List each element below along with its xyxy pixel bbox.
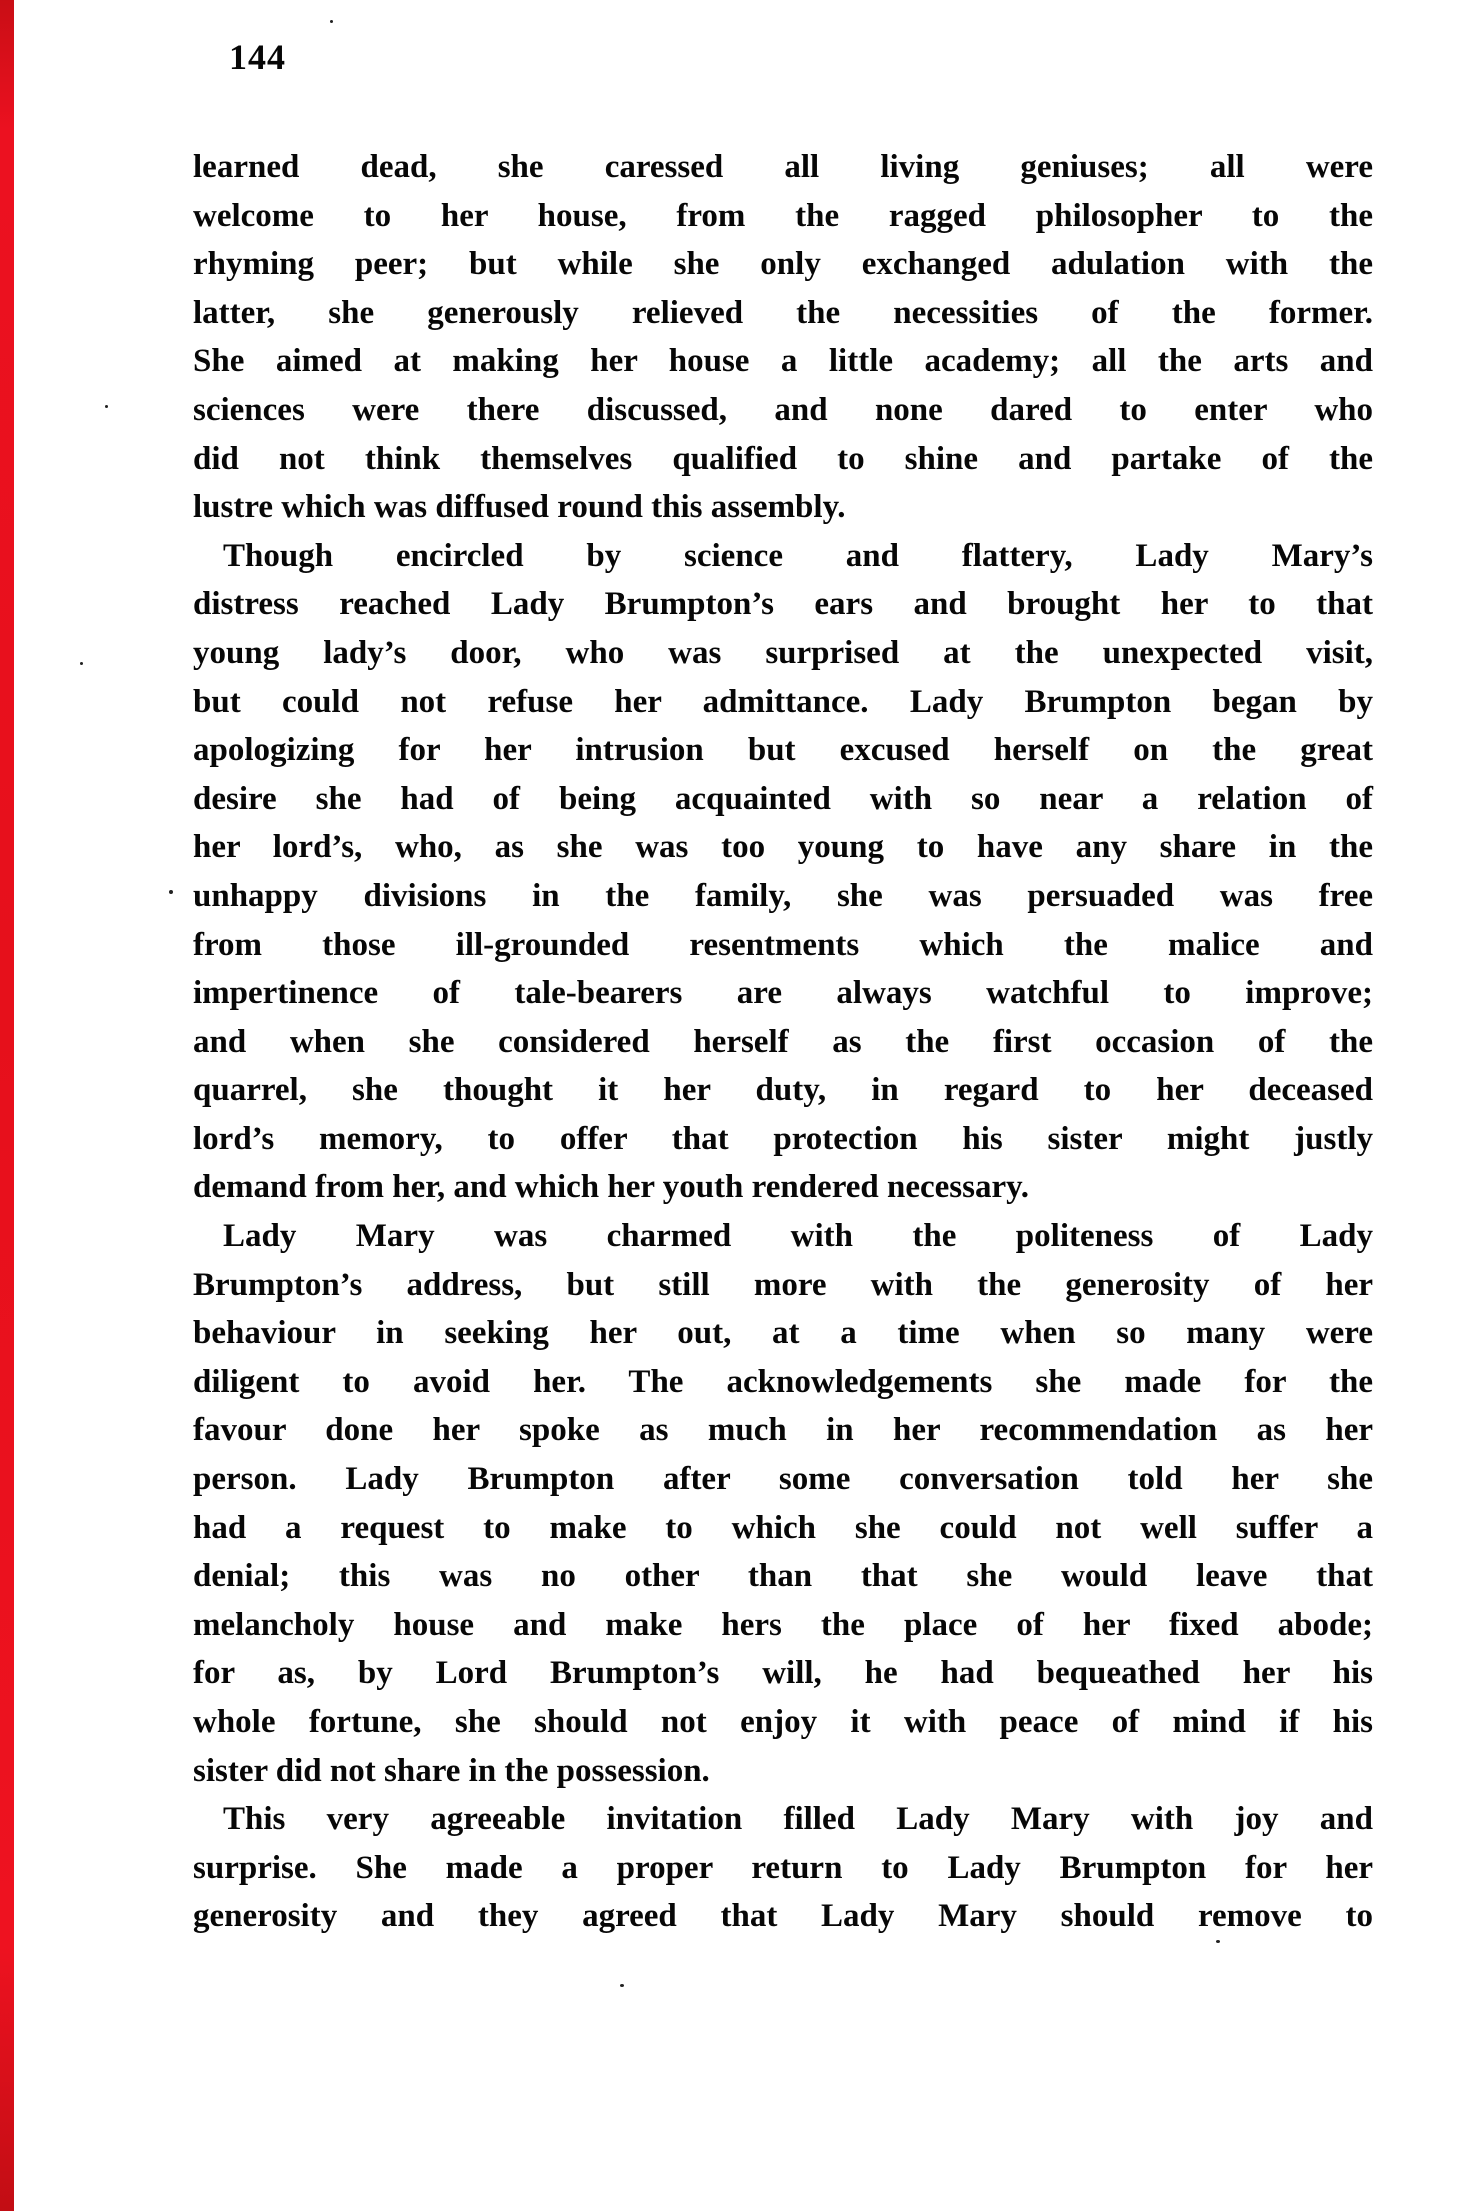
text-line: Lady Mary was charmed with the politeness of Lady [223, 1218, 1373, 1255]
text-line: Though encircled by science and flattery, Lady Mary’s [223, 537, 1373, 574]
text-line: whole fortune, she should not enjoy it with peace of mind if his [193, 1704, 1373, 1740]
text-line: from those ill-grounded resentments which the malice and [193, 926, 1373, 963]
text-line: denial; this was no other than that she would leave that [193, 1558, 1373, 1595]
scan-speck [105, 405, 108, 408]
page-edge-stripe [0, 0, 14, 2211]
text-line: and when she considered herself as the first occasion of the [193, 1023, 1373, 1060]
paragraph [193, 1795, 1373, 1941]
text-line: lord’s memory, to offer that protection his sister might justly [193, 1120, 1373, 1157]
text-line: distress reached Lady Brumpton’s ears and brought her to that [193, 586, 1373, 623]
scan-speck [330, 20, 333, 23]
text-line: quarrel, she thought it her duty, in regard to her deceased [193, 1072, 1373, 1109]
text-line: apologizing for her intrusion but excused herself on the great [193, 732, 1373, 769]
text-line: unhappy divisions in the family, she was persuaded was free [193, 877, 1373, 914]
text-line: diligent to avoid her. The acknowledgements she made for the [193, 1363, 1373, 1400]
text-line: but could not refuse her admittance. Lady Brumpton began by [193, 683, 1373, 720]
text-line: impertinence of tale-bearers are always watchful to improve; [193, 975, 1373, 1012]
text-line: demand from her, and which her youth rendered necessary. [193, 1169, 1030, 1206]
scan-speck [1216, 1940, 1220, 1943]
text-line: had a request to make to which she could not well suffer a [193, 1509, 1373, 1546]
scan-speck [169, 890, 173, 894]
text-line: generosity and they agreed that Lady Mary should remove to [193, 1898, 1373, 1935]
text-line: favour done her spoke as much in her recommendation as her [193, 1412, 1373, 1449]
text-line: her lord’s, who, as she was too young to have any share in the [193, 829, 1373, 866]
text-line: sister did not share in the possession. [193, 1752, 710, 1789]
text-line: Brumpton’s address, but still more with the generosity of her [193, 1266, 1373, 1303]
text-line: rhyming peer; but while she only exchanged adulation with the [193, 246, 1373, 283]
text-line: sciences were there discussed, and none dared to enter who [193, 391, 1373, 428]
paragraph [193, 1212, 1373, 1795]
text-line: welcome to her house, from the ragged philosopher to the [193, 197, 1373, 234]
text-line: young lady’s door, who was surprised at the unexpected visit, [193, 634, 1373, 671]
paragraph [193, 532, 1373, 1212]
text-line: behaviour in seeking her out, at a time when so many were [193, 1315, 1373, 1352]
text-line: desire she had of being acquainted with so near a relation of [193, 780, 1373, 817]
page-number: 144 [229, 37, 286, 77]
text-line: latter, she generously relieved the necessities of the former. [193, 294, 1373, 331]
text-line: This very agreeable invitation filled Lady Mary with joy and [223, 1801, 1373, 1838]
scan-speck [620, 1984, 624, 1987]
text-line: for as, by Lord Brumpton’s will, he had bequeathed her his [193, 1655, 1373, 1692]
text-line: did not think themselves qualified to shine and partake of the [193, 440, 1373, 477]
text-line: melancholy house and make hers the place of her fixed abode; [193, 1606, 1373, 1643]
text-line: person. Lady Brumpton after some conversation told her she [193, 1461, 1373, 1498]
text-line: She aimed at making her house a little academy; all the arts and [193, 343, 1373, 380]
text-line: learned dead, she caressed all living geniuses; all were [193, 149, 1373, 185]
page-text [193, 143, 1373, 1941]
paragraph [193, 143, 1373, 532]
scan-speck [80, 662, 83, 665]
text-line: surprise. She made a proper return to Lady Brumpton for her [193, 1849, 1373, 1886]
text-line: lustre which was diffused round this assembly. [193, 489, 846, 526]
